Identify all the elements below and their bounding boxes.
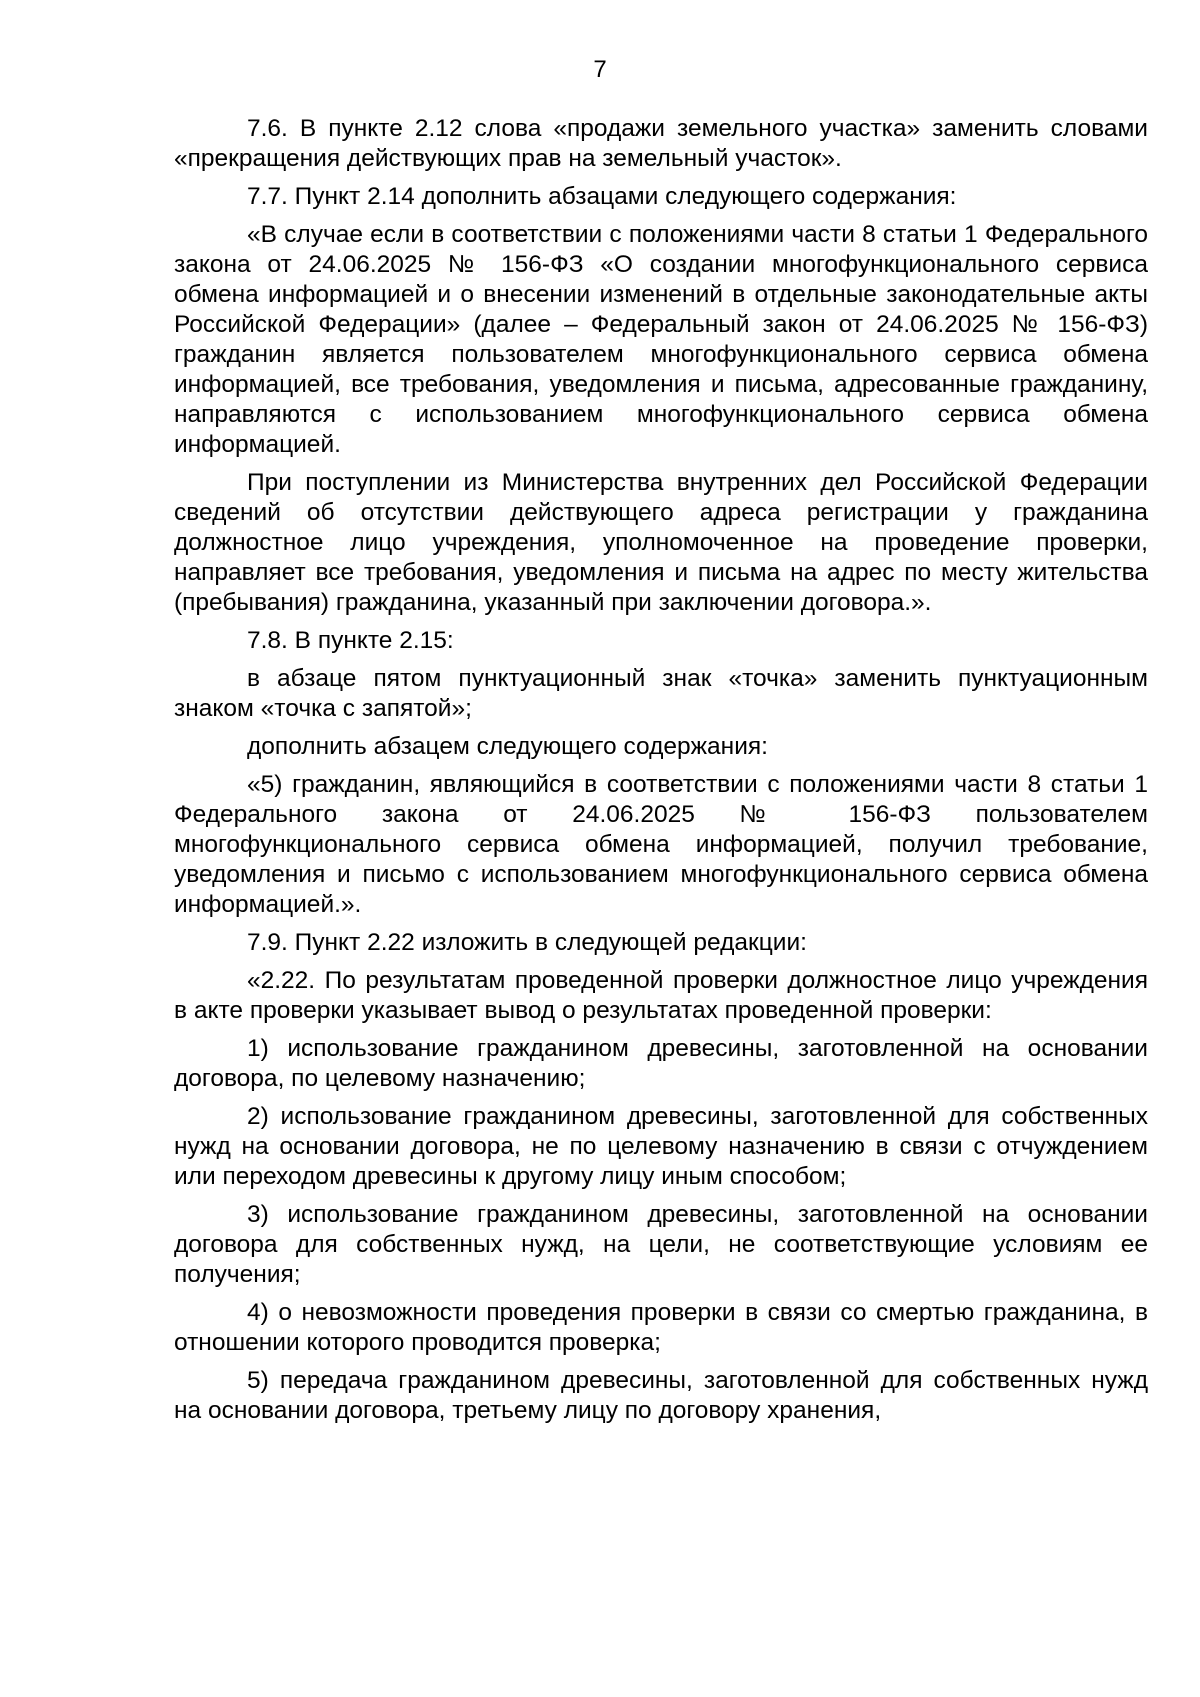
paragraph-7-6: 7.6. В пункте 2.12 слова «продажи земельного участка» заменить словами «прекращения действующих прав на земельный участок». [174, 115, 1148, 172]
paragraph-7-8: 7.8. В пункте 2.15: [247, 627, 454, 654]
page-number: 7 [593, 56, 607, 83]
paragraph-quote-msoi: «В случае если в соответствии с положениями части 8 статьи 1 Федерального закона от 24.06.2025 № 156-ФЗ «О создании многофункционального сервиса обмена информацией и о внесении изменений в отдельные законодательные акты Российской Федерации» (далее – Федеральный закон от 24.06.2025 № 156-ФЗ) гражданин является пользователем многофункционального сервиса обмена информацией, все требования, уведомления и письма, адресованные гражданину, направляются с использованием многофункционального сервиса обмена информацией. [174, 221, 1148, 458]
paragraph-7-9: 7.9. Пункт 2.22 изложить в следующей редакции: [247, 929, 807, 956]
list-item-4: 4) о невозможности проведения проверки в связи со смертью гражданина, в отношении которого проводится проверка; [174, 1299, 1148, 1356]
paragraph-abzac-5: в абзаце пятом пунктуационный знак «точка» заменить пунктуационным знаком «точка с запятой»; [174, 665, 1148, 722]
list-item-1: 1) использование гражданином древесины, заготовленной на основании договора, по целевому назначению; [174, 1035, 1148, 1092]
paragraph-mvd: При поступлении из Министерства внутренних дел Российской Федерации сведений об отсутствии действующего адреса регистрации у гражданина должностное лицо учреждения, уполномоченное на проведение проверки, направляет все требования, уведомления и письма на адрес по месту жительства (пребывания) гражданина, указанный при заключении договора.». [174, 469, 1148, 616]
list-item-3: 3) использование гражданином древесины, заготовленной на основании договора для собственных нужд, на цели, не соответствующие условиям ее получения; [174, 1201, 1148, 1288]
list-item-5: 5) передача гражданином древесины, заготовленной для собственных нужд на основании договора, третьему лицу по договору хранения, [174, 1367, 1148, 1424]
list-item-2: 2) использование гражданином древесины, заготовленной для собственных нужд на основании договора, не по целевому назначению в связи с отчуждением или переходом древесины к другому лицу иным способом; [174, 1103, 1148, 1190]
paragraph-item-5-quote: «5) гражданин, являющийся в соответствии с положениями части 8 статьи 1 Федерального закона от 24.06.2025 № 156-ФЗ пользователем многофункционального сервиса обмена информацией, получил требование, уведомления и письмо с использованием многофункционального сервиса обмена информацией.». [174, 771, 1148, 918]
paragraph-dopolnit: дополнить абзацем следующего содержания: [247, 733, 768, 760]
document-body [174, 114, 1148, 1434]
paragraph-7-7: 7.7. Пункт 2.14 дополнить абзацами следующего содержания: [247, 183, 957, 210]
paragraph-2-22: «2.22. По результатам проведенной проверки должностное лицо учреждения в акте проверки указывает вывод о результатах проведенной проверки: [174, 967, 1148, 1024]
